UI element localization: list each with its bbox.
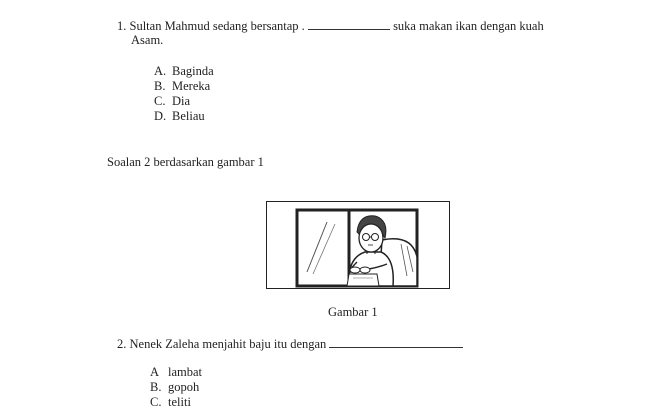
question-number: 2.	[117, 337, 127, 351]
option-text: Baginda	[172, 64, 214, 78]
option-letter: C.	[150, 395, 162, 409]
question-2	[117, 336, 463, 352]
option-b[interactable]	[154, 79, 210, 94]
option-text: gopoh	[168, 380, 200, 394]
question-number: 1.	[117, 19, 127, 33]
option-letter: A	[150, 365, 160, 379]
section-instruction: Soalan 2 berdasarkan gambar 1	[107, 155, 264, 169]
option-d[interactable]	[154, 109, 205, 124]
option-text: teliti	[168, 395, 191, 409]
option-text: Dia	[172, 94, 191, 108]
option-c[interactable]	[150, 395, 191, 410]
question-1	[117, 18, 544, 34]
option-a[interactable]	[154, 64, 214, 79]
question-text-continued: suka makan ikan dengan kuah	[393, 19, 544, 33]
figure-caption: Gambar 1	[328, 305, 378, 319]
option-letter: B.	[150, 380, 162, 394]
figure-image	[266, 201, 450, 289]
woman-sewing-illustration	[267, 202, 450, 289]
option-text: Beliau	[172, 109, 205, 123]
option-letter: A.	[154, 64, 167, 78]
question-text: Nenek Zaleha menjahit baju itu dengan	[129, 337, 327, 351]
option-b[interactable]	[150, 380, 199, 395]
option-letter: C.	[154, 94, 166, 108]
answer-blank	[329, 336, 463, 348]
question-text: Sultan Mahmud sedang bersantap .	[129, 19, 305, 33]
option-text: Mereka	[172, 79, 211, 93]
option-text: lambat	[168, 365, 203, 379]
option-letter: D.	[154, 109, 167, 123]
option-letter: B.	[154, 79, 166, 93]
option-c[interactable]	[154, 94, 190, 109]
option-a[interactable]	[150, 365, 202, 380]
question-text-line2: Asam.	[131, 33, 164, 47]
answer-blank	[308, 18, 390, 30]
